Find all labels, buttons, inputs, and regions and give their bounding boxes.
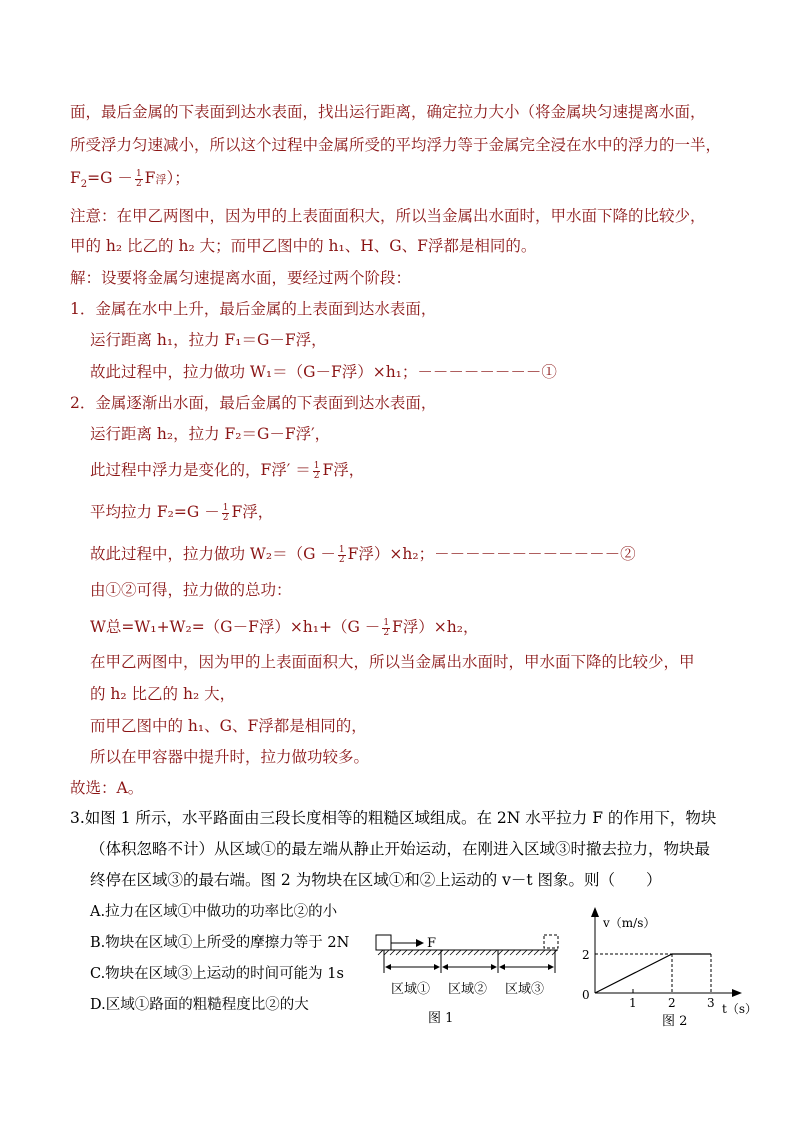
solution-line-3: $F_2=G$ － $\frac{1}{2}$ F浮）；: [70, 168, 190, 191]
x-tick-2: 2: [668, 996, 676, 1010]
origin-label: 0: [582, 988, 590, 1002]
region-3-label: 区域③: [505, 982, 545, 997]
v-t-line: [595, 954, 711, 993]
y-axis-label: v（m/s）: [603, 916, 656, 930]
question-3-line-1: 3.如图 1 所示，水平路面由三段长度相等的粗糙区域组成。在 2N 水平拉力 F 的作用下，物块: [70, 809, 717, 827]
figure-1-caption: 图 1: [428, 1011, 454, 1026]
solution-total-work-intro: 由①②可得，拉力做的总功：: [90, 581, 292, 599]
option-a: A.拉力在区域①中做功的功率比②的小: [90, 904, 338, 920]
solution-line-1: 面，最后金属的下表面到达水表面，找出运行距离，确定拉力大小（将金属块匀速提离水面，: [70, 103, 706, 121]
region-1-label: 区域①: [391, 982, 431, 997]
solution-step-2-work: 故此过程中，拉力做功 W₂＝（G － $\frac{1}{2}$ F浮）×h₂；－－－－－－－－－－－－②: [90, 544, 636, 565]
solution-total-work: W总=W₁+W₂=（G－F浮）×h₁+（G － $\frac{1}{2}$ F浮）×h₂，: [90, 617, 479, 638]
question-3-line-3: 终停在区域③的最右端。图 2 为物块在区域①和②上运动的 v－t 图象。则（ ）: [90, 871, 662, 889]
solution-step-2: 2．金属逐渐出水面，最后金属的下表面到达水表面，: [70, 394, 437, 412]
solution-step-2-buoyancy: 此过程中浮力是变化的，F浮′ ＝ $\frac{1}{2}$ F浮，: [90, 460, 365, 481]
force-label: F: [427, 936, 437, 951]
solution-answer: 故选：A。: [70, 779, 144, 797]
solution-conclusion-line-4: 所以在甲容器中提升时，拉力做功较多。: [90, 748, 370, 766]
solution-conclusion-line-2: 的 h₂ 比乙的 h₂ 大，: [90, 685, 236, 703]
block: [376, 935, 391, 950]
solution-note-line-2: 甲的 h₂ 比乙的 h₂ 大；而甲乙图中的 h₁、H、G、F浮都是相同的。: [70, 237, 537, 255]
solution-conclusion-line-3: 而甲乙图中的 h₁、G、F浮都是相同的，: [90, 717, 367, 735]
solution-answer-intro: 解：设要将金属匀速提离水面，要经过两个阶段：: [70, 269, 412, 287]
y-tick-2: 2: [582, 948, 590, 962]
option-d: D.区域①路面的粗糙程度比②的大: [90, 997, 309, 1013]
solution-step-2-average-force: 平均拉力 F₂=G － $\frac{1}{2}$ F浮，: [90, 502, 274, 523]
figure-2: [570, 905, 770, 1035]
solution-line-2: 所受浮力匀速减小，所以这个过程中金属所受的平均浮力等于金属完全浸在水中的浮力的一半，: [70, 136, 722, 154]
solution-step-1-work: 故此过程中，拉力做功 W₁＝（G－F浮）×h₁；－－－－－－－－①: [90, 363, 557, 381]
solution-step-2-distance: 运行距离 h₂，拉力 F₂＝G－F浮′，: [90, 425, 331, 443]
option-c: C.物块在区域③上运动的时间可能为 1s: [90, 966, 344, 982]
solution-conclusion-line-1: 在甲乙两图中，因为甲的上表面面积大，所以当金属出水面时，甲水面下降的比较少，甲: [90, 653, 695, 671]
solution-step-1: 1．金属在水中上升，最后金属的上表面到达水表面，: [70, 300, 437, 318]
solution-note-line-1: 注意：在甲乙两图中，因为甲的上表面面积大，所以当金属出水面时，甲水面下降的比较少，: [70, 207, 706, 225]
question-3-line-2: （体积忽略不计）从区域①的最左端从静止开始运动，在刚进入区域③时撤去拉力，物块最: [90, 840, 711, 858]
solution-step-1-distance: 运行距离 h₁，拉力 F₁＝G－F浮，: [90, 331, 327, 349]
x-tick-1: 1: [629, 996, 637, 1010]
region-2-label: 区域②: [448, 982, 488, 997]
figure-2-caption: 图 2: [662, 1014, 688, 1029]
block-final-position: [544, 935, 558, 948]
x-axis-label: t（s）: [722, 1002, 757, 1016]
option-b: B.物块在区域①上所受的摩擦力等于 2N: [90, 935, 350, 951]
figure-1: [370, 925, 570, 1035]
x-tick-3: 3: [707, 996, 715, 1010]
